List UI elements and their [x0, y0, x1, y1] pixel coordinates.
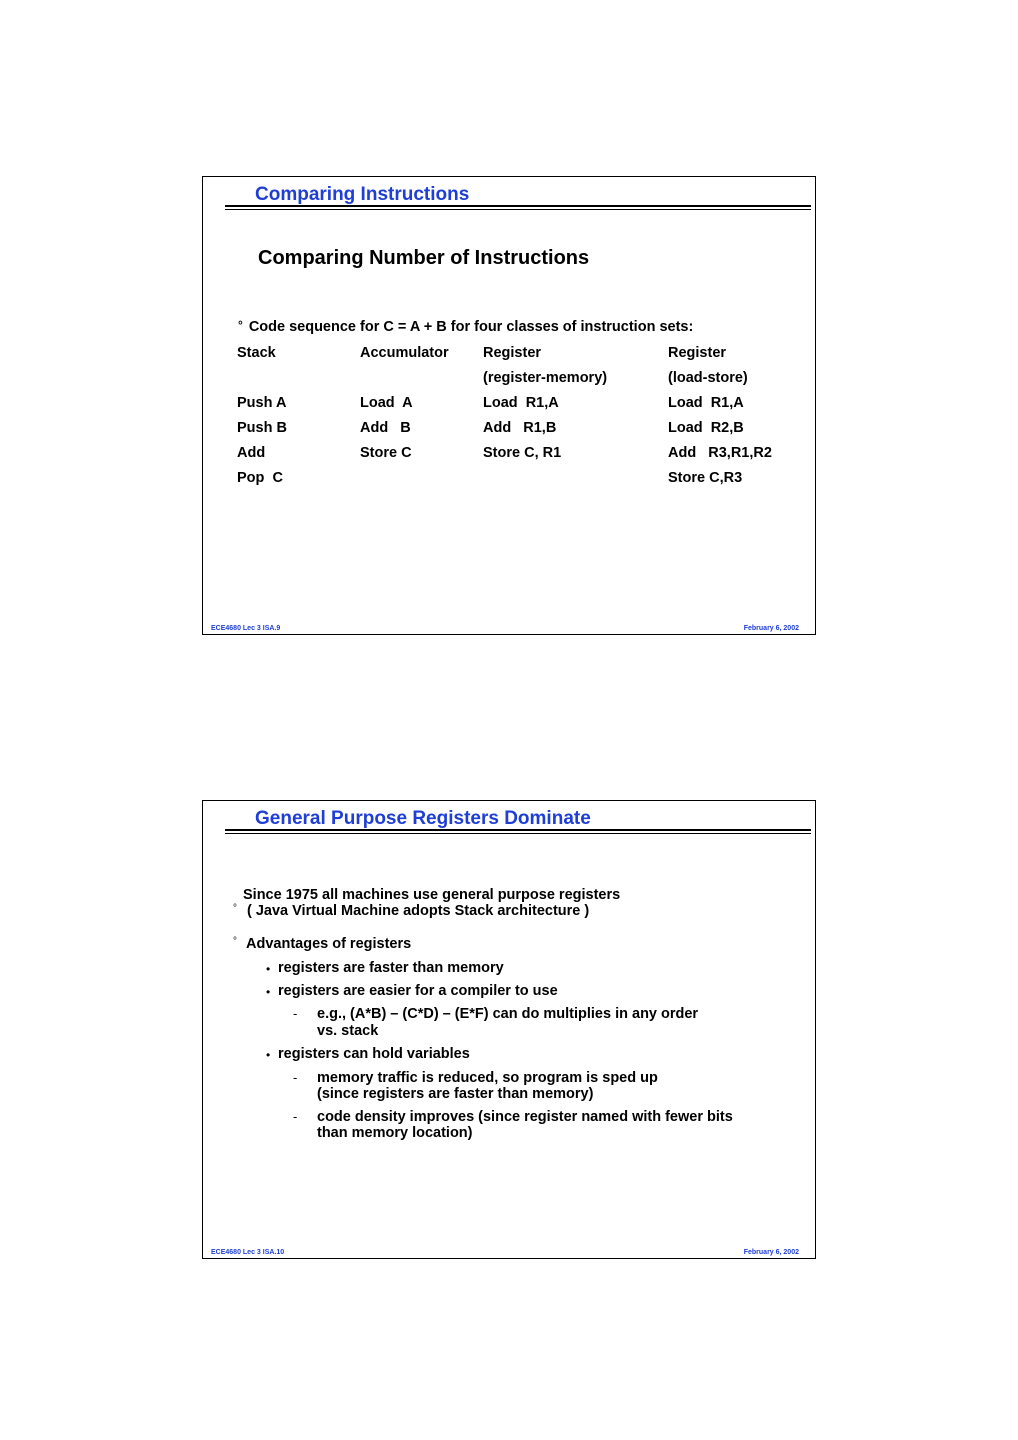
title-rule-thin — [225, 833, 811, 834]
title-rule — [225, 205, 811, 207]
degree-bullet-icon: ° — [233, 936, 237, 947]
table-cell: Load R1,A — [483, 394, 559, 411]
sub-traffic-line2: (since registers are faster than memory) — [317, 1086, 594, 1102]
table-row — [237, 440, 808, 465]
slide-isa-10 — [202, 800, 816, 1259]
table-cell: Add R1,B — [483, 419, 557, 436]
sub-density-line1: code density improves (since register named with fewer bits — [317, 1109, 733, 1125]
table-subheader-row — [237, 365, 808, 390]
footer-date: February 6, 2002 — [743, 1249, 799, 1256]
bullet-icon: • — [266, 1048, 271, 1062]
table-header-row — [237, 340, 808, 365]
degree-bullet-icon: ° — [233, 903, 237, 914]
slide-subtitle: Comparing Number of Instructions — [258, 247, 590, 269]
point-advantages: Advantages of registers — [246, 936, 412, 952]
sub-density-line2: than memory location) — [317, 1125, 473, 1141]
bullet-compiler: registers are easier for a compiler to use — [278, 983, 558, 999]
bullet-variables: registers can hold variables — [278, 1046, 470, 1062]
header-cell: Accumulator — [360, 344, 449, 361]
intro-text: Code sequence for C = A + B for four classes of instruction sets: — [248, 319, 694, 335]
table-cell: Pop C — [237, 469, 283, 486]
table-cell: Load R2,B — [668, 419, 744, 436]
footer-date: February 6, 2002 — [743, 625, 799, 632]
table-cell: Store C,R3 — [668, 469, 743, 486]
title-rule-thin — [225, 209, 811, 210]
intro-bullet — [238, 319, 693, 335]
subheader-cell: (register-memory) — [483, 369, 608, 386]
slide-title: Comparing Instructions — [255, 184, 470, 205]
slide-isa-9 — [202, 176, 816, 635]
table-cell: Add R3,R1,R2 — [668, 444, 772, 461]
dash-icon: - — [293, 1070, 298, 1085]
table-cell: Load A — [360, 394, 413, 411]
table-row — [237, 390, 808, 415]
subheader-cell: (load-store) — [668, 369, 748, 386]
table-cell: Load R1,A — [668, 394, 744, 411]
footer-lecture-id: ECE4680 Lec 3 ISA.9 — [211, 625, 281, 632]
point-gpr-line2: ( Java Virtual Machine adopts Stack architecture ) — [247, 903, 590, 919]
sub-eg-line2: vs. stack — [317, 1023, 379, 1039]
table-cell: Store C — [360, 444, 412, 461]
table-row — [237, 465, 808, 490]
table-cell: Add — [237, 444, 266, 461]
bullet-faster: registers are faster than memory — [278, 960, 504, 976]
table-cell: Push B — [237, 419, 287, 436]
point-gpr-line1: Since 1975 all machines use general purpose registers — [243, 887, 621, 903]
footer-lecture-id: ECE4680 Lec 3 ISA.10 — [211, 1249, 285, 1256]
table-cell: Push A — [237, 394, 287, 411]
slide-title: General Purpose Registers Dominate — [255, 808, 591, 829]
header-cell: Register — [668, 344, 727, 361]
table-row — [237, 415, 808, 440]
sub-traffic-line1: memory traffic is reduced, so program is sped up — [317, 1070, 658, 1086]
table-cell: Add B — [360, 419, 411, 436]
title-rule — [225, 829, 811, 831]
header-cell: Stack — [237, 344, 276, 361]
instruction-comparison-table — [237, 340, 808, 490]
header-cell: Register — [483, 344, 542, 361]
table-cell: Store C, R1 — [483, 444, 562, 461]
degree-bullet-icon: ° — [238, 318, 243, 332]
dash-icon: - — [293, 1109, 298, 1124]
sub-eg-line1: e.g., (A*B) – (C*D) – (E*F) can do multiplies in any order — [317, 1006, 699, 1022]
dash-icon: - — [293, 1006, 298, 1021]
bullet-icon: • — [266, 962, 271, 976]
bullet-icon: • — [266, 985, 271, 999]
